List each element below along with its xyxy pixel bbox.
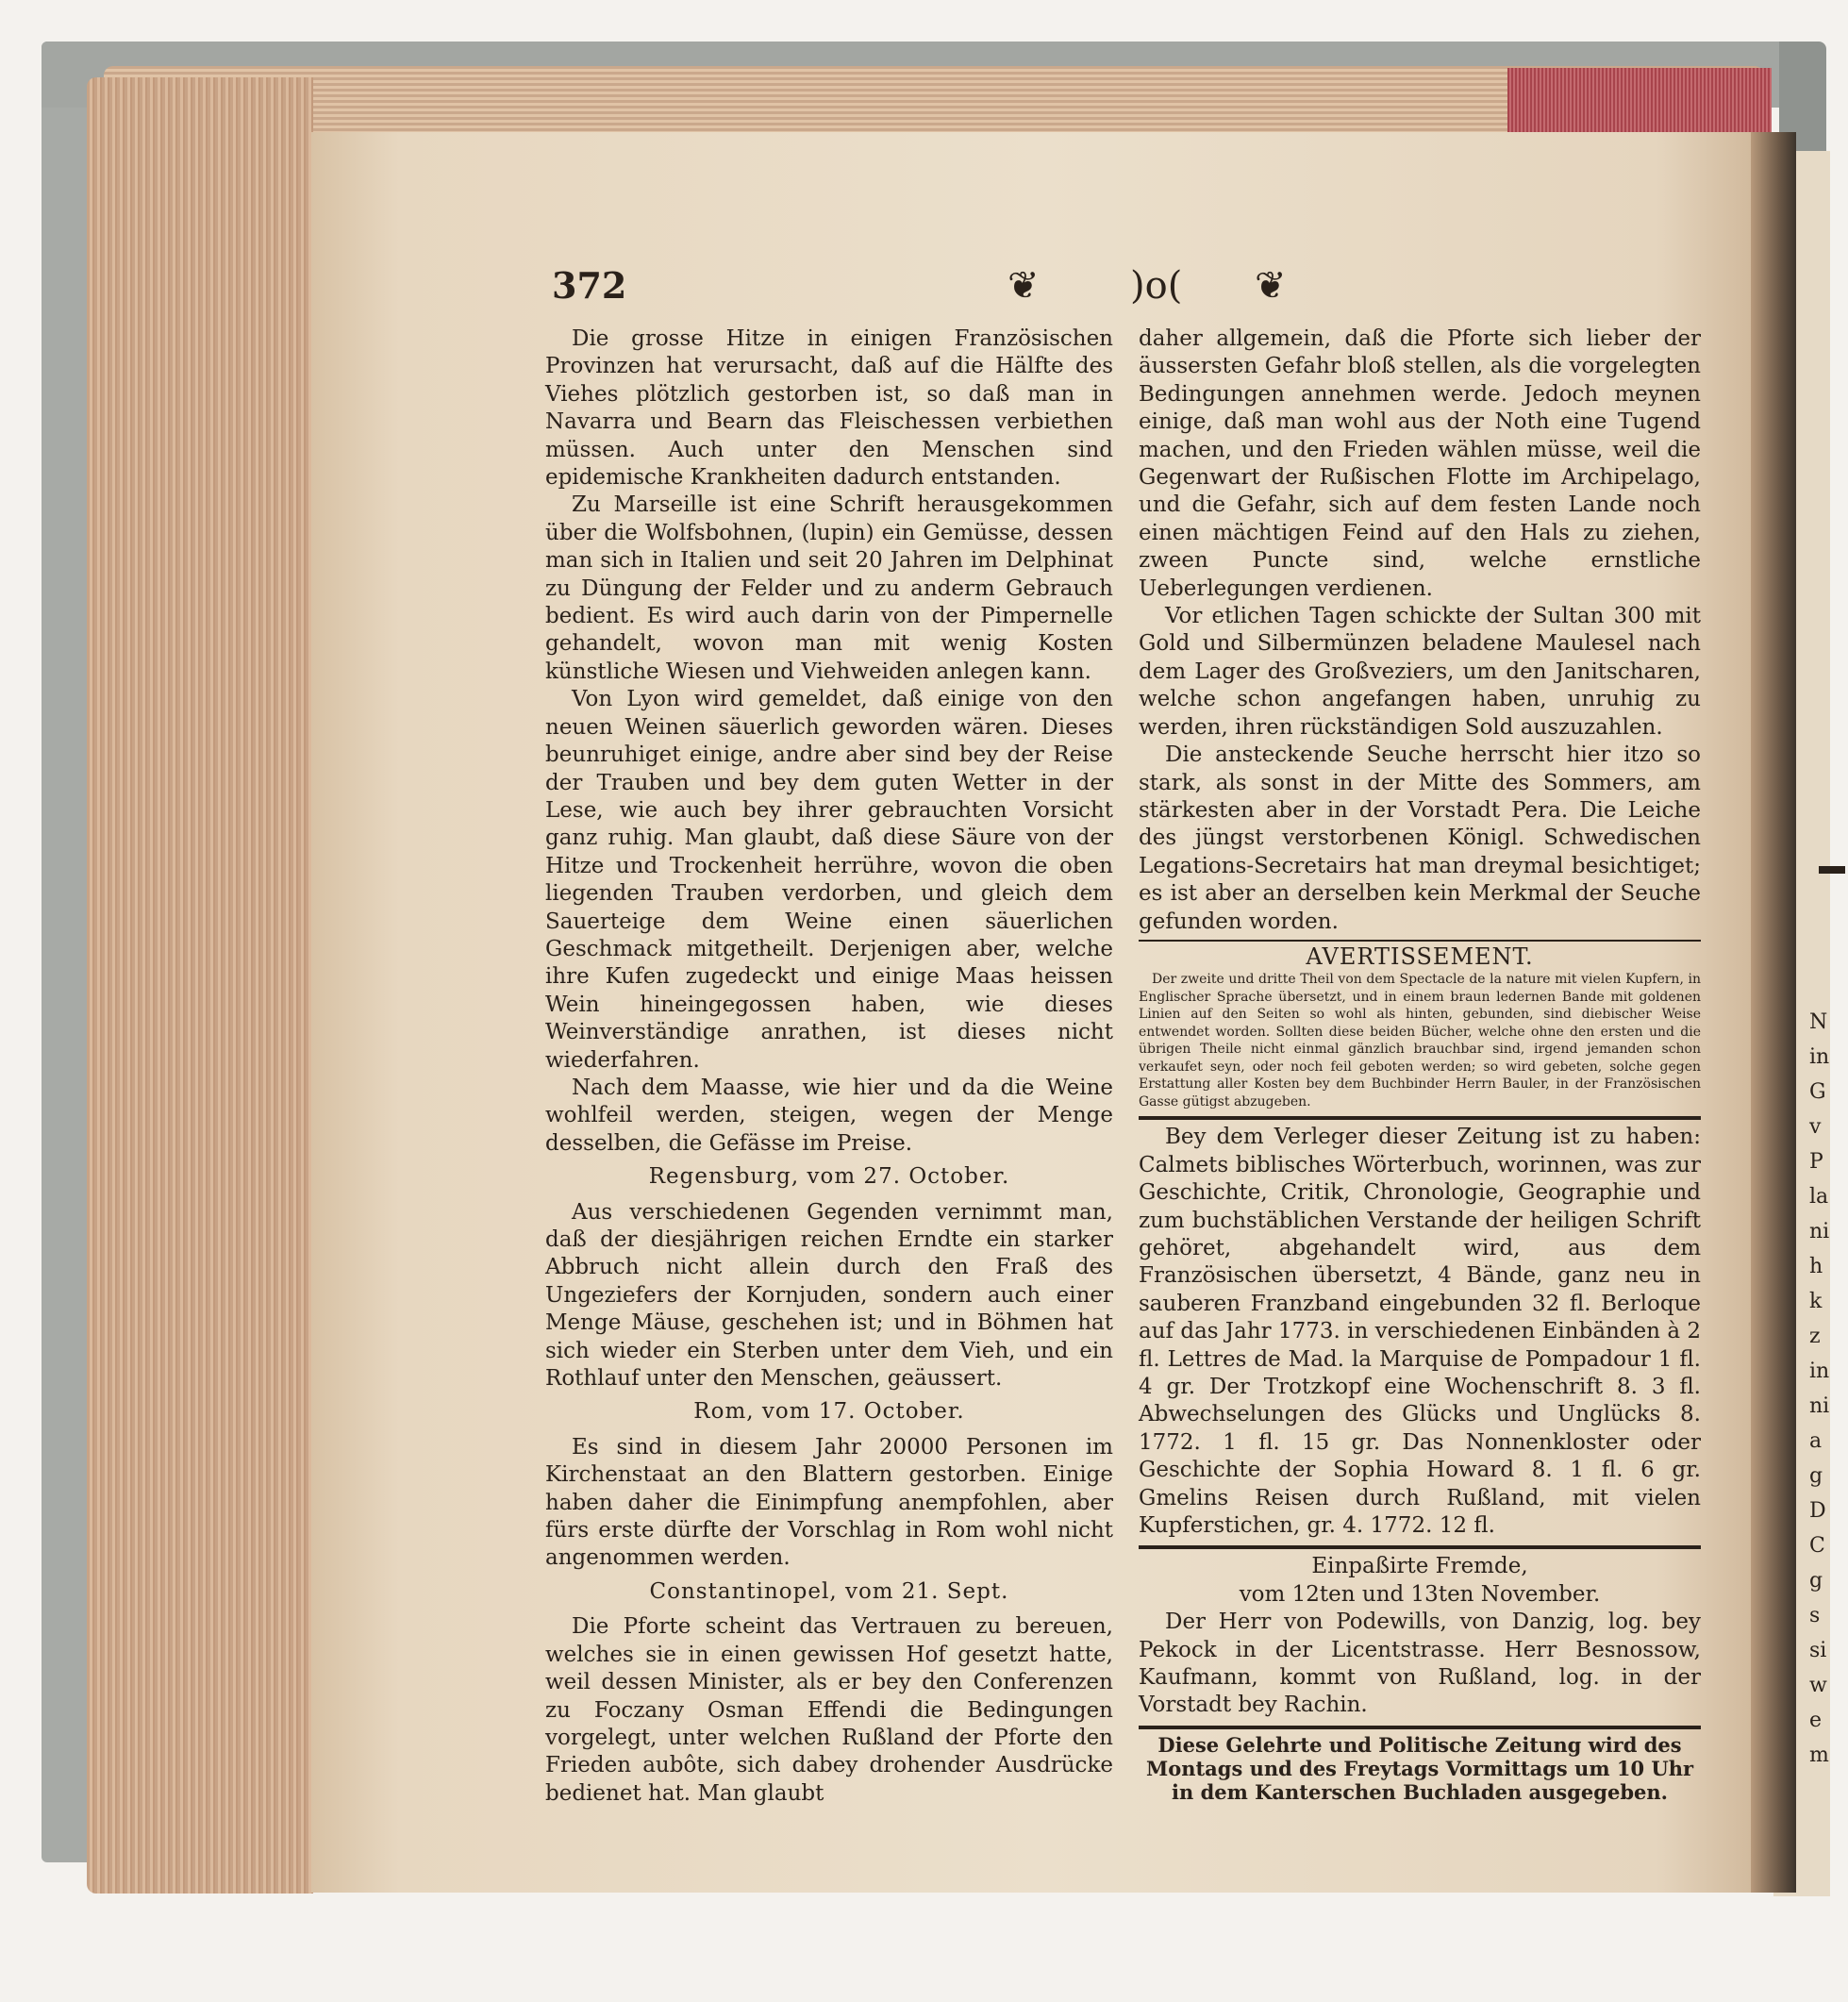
text-fragment: m	[1809, 1743, 1829, 1767]
red-page-edge	[1507, 68, 1772, 140]
text-fragment: z	[1809, 1325, 1821, 1348]
fleuron-left-icon: ❦	[1007, 264, 1040, 308]
fremde-subheading: vom 12ten und 13ten November.	[1239, 1581, 1601, 1607]
article-paragraph: Es sind in diesem Jahr 20000 Personen im Kirchenstaat an den Blattern gestorben. Einige haben daher die Einimpfung anempfohlen, aber fürs erste dürfte der Vorschlag in Rom wohl nicht angenommen werden.	[545, 1434, 1113, 1571]
article-paragraph: Von Lyon wird gemeldet, daß einige von den neuen Weinen säuerlich geworden wären. Dieses beunruhiget einige, andre aber sind bey der Reise der Trauben und bey dem guten Wetter in der Lese, wie auch bey ihrer gebrauchten Vorsicht ganz ruhig. Man glaubt, daß diese Säure von der Hitze und Trockenheit herrühre, wovon die oben liegenden Trauben verdorben, und gleich dem Sauerteige dem Weine einen säuerlichen Geschmack mitgetheilt. Derjenigen aber, welche ihre Kufen zugedeckt und einige Maas heissen Wein hineingegossen haben, wie dieses Weinverständige anrathen, ist dieses nicht wiederfahren.	[545, 687, 1113, 1073]
publication-notice: Diese Gelehrte und Politische Zeitung wird des Montags und des Freytags Vormittags um 10 Uhr in dem Kanterschen Buchladen ausgegeben.	[1145, 1732, 1694, 1804]
divider	[1139, 1545, 1701, 1549]
article-paragraph: Aus verschiedenen Gegenden vernimmt man, daß der diesjährigen reichen Erndte ein starker Abbruch nicht allein durch den Fraß des Ungeziefers der Kornjuden, sondern auch einer Menge Mäuse, geschehen ist; und in Böhmen hat sich wieder ein Sterben unter dem Vieh, und ein Rothlauf unter den Menschen, geäussert.	[545, 1199, 1113, 1392]
header-ornament: )o(	[1130, 264, 1183, 308]
text-fragment: si	[1809, 1639, 1827, 1662]
dateline-rom: Rom, vom 17. October.	[693, 1399, 965, 1425]
article-paragraph: Zu Marseille ist eine Schrift herausgekommen über die Wolfsbohnen, (lupin) ein Gemüsse, dessen man sich in Italien und seit 20 Jahren im Delphinat zu Düngung der Felder und zu anderm Gebrauch bedient. Es wird auch darin von der Pimpernelle gehandelt, wovon man mit wenig Kosten künstliche Wiesen und Viehweiden anlegen kann.	[545, 492, 1113, 684]
avertissement-heading: AVERTISSEMENT.	[1306, 943, 1534, 970]
left-column	[545, 325, 1113, 1806]
text-fragment: P	[1809, 1150, 1823, 1174]
fremde-text: Der Herr von Podewills, von Danzig, log. bey Pekock in der Licentstrasse. Herr Besnossow, Kaufmann, kommt von Rußland, log. in der Vorstadt bey Rachin.	[1139, 1610, 1701, 1718]
article-paragraph: Die grosse Hitze in einigen Französischen Provinzen hat verursacht, daß auf die Hälfte des Viehes plötzlich gestorben ist, so daß man in Navarra und Bearn das Fleischessen verbiethen müssen. Auch unter den Menschen sind epidemische Krankheiten dadurch entstanden.	[545, 326, 1113, 491]
text-fragment: ni	[1809, 1394, 1830, 1418]
text-fragment: N	[1809, 1010, 1828, 1034]
article-paragraph: Nach dem Maasse, wie hier und da die Weine wohlfeil werden, steigen, wegen der Menge desselben, die Gefässe im Preise.	[545, 1075, 1113, 1156]
article-paragraph: Die ansteckende Seuche herrscht hier itzo so stark, als sonst in der Mitte des Sommers, am stärkesten aber in der Vorstadt Pera. Die Leiche des jüngst verstorbenen Königl. Schwedischen Legations-Secretairs hat man dreymal besichtiget; es ist aber an derselben kein Merkmal der Seuche gefunden worden.	[1139, 742, 1701, 934]
text-fragment: v	[1809, 1115, 1822, 1139]
text-fragment: w	[1809, 1674, 1827, 1697]
fleuron-right-icon: ❦	[1255, 264, 1287, 308]
text-fragment: h	[1809, 1255, 1823, 1278]
fremde-heading: Einpaßirte Fremde,	[1311, 1554, 1528, 1579]
divider	[1139, 1116, 1701, 1120]
book-gutter	[1751, 132, 1796, 1893]
text-fragment: ni	[1809, 1220, 1830, 1243]
article-continuation: daher allgemein, daß die Pforte sich lieber der äussersten Gefahr bloß stellen, als die vorgelegten Bedingungen annehmen werde. Jedoch meynen einige, daß man wohl aus der Noth eine Tugend machen, und den Frieden wählen müsse, weil die Gegenwart der Rußischen Flotte im Archipelago, und die Gefahr, sich auf dem festen Lande noch einen mächtigen Feind auf den Hals zu ziehen, zween Puncte sind, welche ernstliche Ueberlegungen verdienen.	[1139, 326, 1701, 601]
text-fragment: in	[1809, 1045, 1830, 1069]
dateline-regensburg: Regensburg, vom 27. October.	[648, 1164, 1010, 1190]
dateline-constantinopel: Constantinopel, vom 21. Sept.	[649, 1578, 1009, 1604]
text-fragment: g	[1809, 1464, 1823, 1488]
text-fragment: e	[1809, 1709, 1823, 1732]
text-fragment: g	[1809, 1569, 1823, 1593]
bookseller-notice: Bey dem Verleger dieser Zeitung ist zu haben: Calmets biblisches Wörterbuch, worinnen, was zur Geschichte, Critik, Chronologie, Geographie und zum buchstäblichen Verstande der heiligen Schrift gehöret, abgehandelt wird, aus dem Französischen übersetzt, 4 Bände, ganz neu in sauberen Franzband eingebunden 32 fl. Berloque auf das Jahr 1773. in verschiedenen Einbänden à 2 fl. Lettres de Mad. la Marquise de Pompadour 1 fl. 4 gr. Der Trotzkopf eine Wochenschrift 8. 3 fl. Abwechselungen des Glücks und Unglücks 8. 1772. 1 fl. 15 gr. Das Nonnenkloster oder Geschichte der Sophia Howard 8. 1 fl. 6 gr. Gmelins Reisen durch Rußland, mit vielen Kupferstichen, gr. 4. 1772. 12 fl.	[1139, 1125, 1701, 1539]
divider	[1139, 1726, 1701, 1729]
page-stack-left-edge	[87, 77, 313, 1894]
avertissement-text: Der zweite und dritte Theil von dem Spectacle de la nature mit vielen Kupfern, in Englischer Sprache übersetzt, und in einem braun ledernen Bande mit goldenen Linien auf den Seiten so wohl als hinten, gebunden, sind diebischer Weise entwendet worden. Sollten diese beiden Bücher, welche ohne den ersten und die übrigen Theile nicht einmal gänzlich brauchbar sind, irgend jemanden schon verkaufet seyn, oder noch feil geboten werden; so wird gebeten, solche gegen Erstattung aller Kosten bey dem Buchbinder Herrn Bauler, in der Französischen Gasse gütigst abzugeben.	[1139, 972, 1701, 1109]
facing-page-mark	[1819, 866, 1845, 874]
right-column	[1139, 325, 1701, 1826]
text-fragment: in	[1809, 1360, 1830, 1383]
article-paragraph: Die Pforte scheint das Vertrauen zu bereuen, welches sie in einen gewissen Hof gesetzt hatte, weil dessen Minister, als er bey den Conferenzen zu Foczany Osman Effendi die Bedingungen vorgelegt, unter welchen Rußland der Pforte den Frieden aubôte, sich dabey drohender Ausdrücke bedienet hat. Man glaubt	[545, 1614, 1113, 1806]
text-fragment: a	[1809, 1429, 1823, 1453]
text-fragment: k	[1809, 1290, 1823, 1313]
text-fragment: la	[1809, 1185, 1829, 1209]
divider	[1139, 940, 1701, 942]
text-fragment: s	[1809, 1604, 1821, 1627]
text-fragment: G	[1809, 1080, 1826, 1104]
text-fragment: C	[1809, 1534, 1825, 1558]
article-paragraph: Vor etlichen Tagen schickte der Sultan 300 mit Gold und Silbermünzen beladene Maulesel nach dem Lager des Großveziers, um den Janitscharen, welche schon angefangen haben, unruhig zu werden, ihren rückständigen Sold auszuzahlen.	[1139, 604, 1701, 740]
page-number: 372	[552, 264, 627, 307]
facing-page-text-fragments	[1809, 1005, 1845, 1773]
text-fragment: D	[1809, 1499, 1826, 1523]
